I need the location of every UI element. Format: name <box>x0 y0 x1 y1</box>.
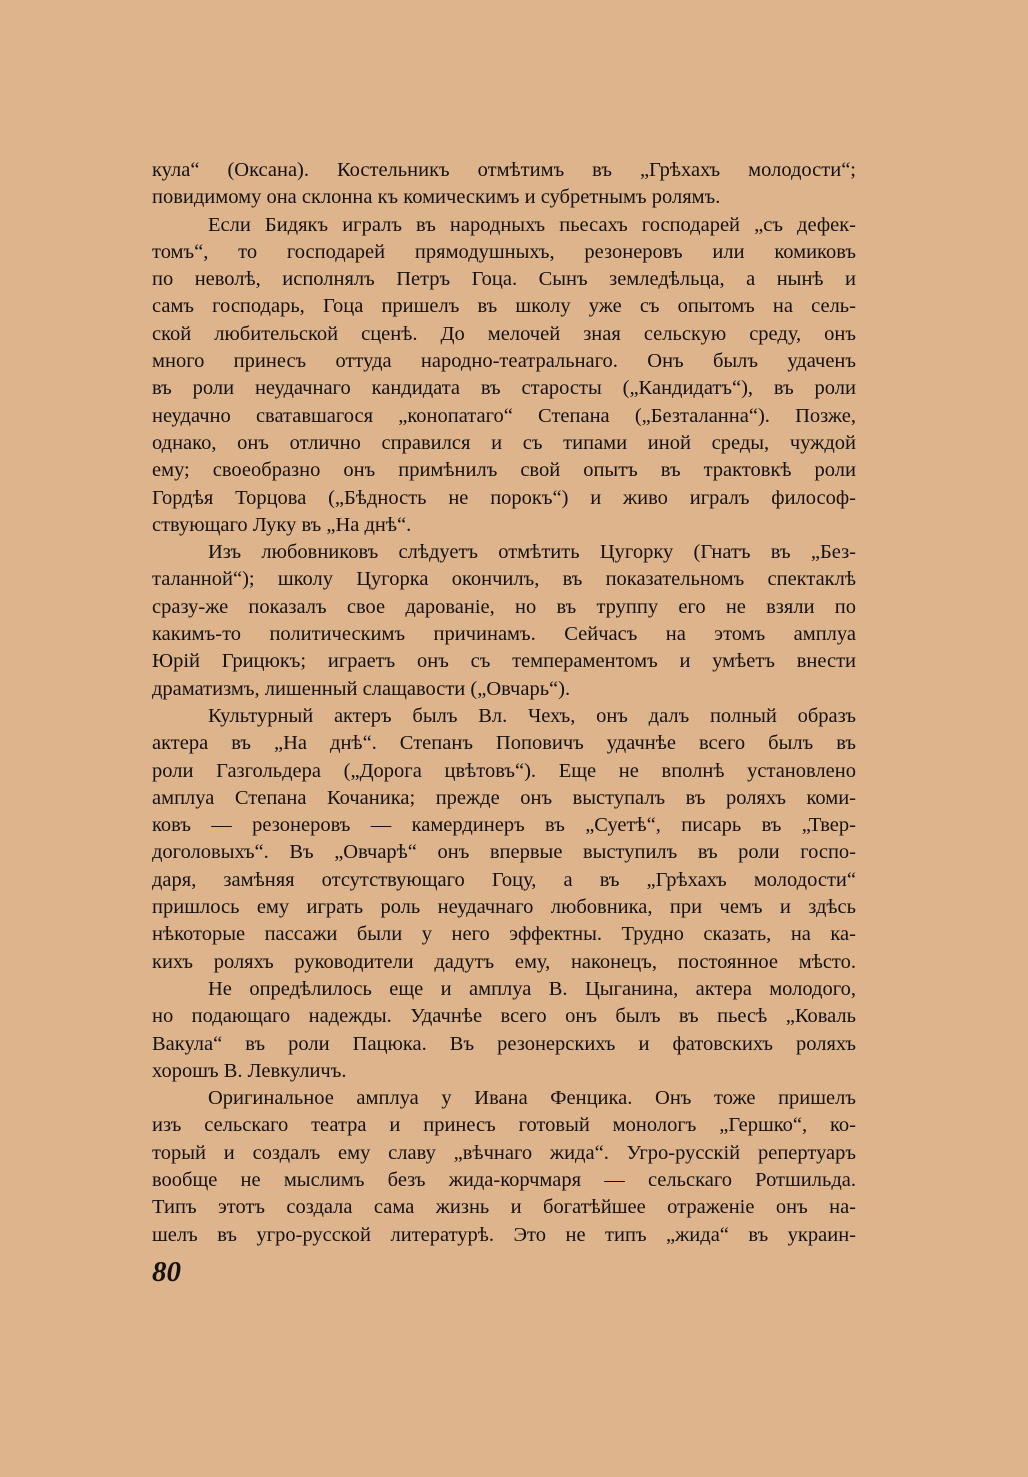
text-line: ствующаго Луку въ „На днѣ“. <box>152 513 412 536</box>
text-line: актера въ „На днѣ“. Степанъ Поповичъ удачнѣе всего былъ въ <box>152 732 856 755</box>
text-line: ему; своеобразно онъ примѣнилъ свой опытъ въ трактовкѣ роли <box>152 459 856 482</box>
text-line: амплуа Степана Кочаника; прежде онъ выступалъ въ роляхъ коми- <box>152 786 856 809</box>
text-line: Оригинальное амплуа у Ивана Фенцика. Онъ тоже пришелъ <box>208 1087 856 1110</box>
text-line: шелъ въ угро-русской литературѣ. Это не типъ „жида“ въ украин- <box>152 1223 856 1246</box>
page-number: 80 <box>152 1256 181 1288</box>
text-line: Типъ этотъ создала сама жизнь и богатѣйшее отраженіе онъ на- <box>152 1196 856 1219</box>
text-line: томъ“, то господарей прямодушныхъ, резонеровъ или комиковъ <box>152 240 856 263</box>
text-line: драматизмъ, лишенный слащавости („Овчарь“). <box>152 677 571 700</box>
text-line: хорошъ В. Левкуличъ. <box>152 1059 347 1082</box>
text-line: Юрій Грицюкъ; играетъ онъ съ темпераментомъ и умѣетъ внести <box>152 650 856 673</box>
text-line: но подающаго надежды. Удачнѣе всего онъ былъ въ пьесѣ „Коваль <box>152 1005 856 1028</box>
text-line: нѣкоторые пассажи были у него эффектны. Трудно сказать, на ка- <box>152 923 856 946</box>
text-line: неудачно сватавшагося „конопатаго“ Степана („Безталанна“). Позже, <box>152 404 856 427</box>
text-line: кихъ роляхъ руководители дадутъ ему, наконецъ, постоянное мѣсто. <box>152 950 856 973</box>
text-line: Изъ любовниковъ слѣдуетъ отмѣтить Цугорку (Гнатъ въ „Без- <box>208 541 856 564</box>
text-line: кула“ (Оксана). Костельникъ отмѣтимъ въ „Грѣхахъ молодости“; <box>152 159 856 181</box>
body-text <box>152 157 856 1249</box>
text-line: повидимому она склонна къ комическимъ и субретнымъ ролямъ. <box>152 186 721 209</box>
text-line: въ роли неудачнаго кандидата въ старосты („Кандидатъ“), въ роли <box>152 377 856 400</box>
text-line: самъ господарь, Гоца пришелъ въ школу уже съ опытомъ на сель- <box>152 295 856 318</box>
text-line: торый и создалъ ему славу „вѣчнаго жида“. Угро-русскій репертуаръ <box>152 1141 856 1164</box>
text-line: Если Бидякъ игралъ въ народныхъ пьесахъ господарей „съ дефек- <box>208 213 856 236</box>
text-line: изъ сельскаго театра и принесъ готовый монологъ „Гершко“, ко- <box>152 1114 856 1137</box>
text-line: Не опредѣлилось еще и амплуа В. Цыганина, актера молодого, <box>208 977 856 1000</box>
text-line: какимъ-то политическимъ причинамъ. Сейчасъ на этомъ амплуа <box>152 623 856 646</box>
text-line: даря, замѣняя отсутствующаго Гоцу, а въ „Грѣхахъ молодости“ <box>152 868 856 891</box>
text-line: пришлось ему играть роль неудачнаго любовника, при чемъ и здѣсь <box>152 896 856 919</box>
text-line: сразу-же показалъ свое дарованіе, но въ труппу его не взяли по <box>152 595 856 618</box>
text-line: Культурный актеръ былъ Вл. Чехъ, онъ далъ полный образъ <box>208 704 856 727</box>
text-line: Гордѣя Торцова („Бѣдность не порокъ“) и живо игралъ философ- <box>152 486 856 509</box>
text-line: однако, онъ отлично справился и съ типами иной среды, чуждой <box>152 431 856 454</box>
text-line: роли Газгольдера („Дорога цвѣтовъ“). Еще не вполнѣ установлено <box>152 759 856 782</box>
text-line: таланной“); школу Цугорка окончилъ, въ показательномъ спектаклѣ <box>152 568 856 591</box>
text-line: много принесъ оттуда народно-театральнаго. Онъ былъ удаченъ <box>152 350 856 373</box>
text-line: ской любительской сценѣ. До мелочей зная сельскую среду, онъ <box>152 322 856 345</box>
text-line: Вакула“ въ роли Пацюка. Въ резонерскихъ и фатовскихъ роляхъ <box>152 1032 856 1055</box>
text-line: вообще не мыслимъ безъ жида-корчмаря — сельскаго Ротшильда. <box>152 1168 856 1191</box>
text-line: по неволѣ, исполнялъ Петръ Гоца. Сынъ земледѣльца, а нынѣ и <box>152 268 856 291</box>
text-line: доголовыхъ“. Въ „Овчарѣ“ онъ впервые выступилъ въ роли госпо- <box>152 841 856 864</box>
text-line: ковъ — резонеровъ — камердинеръ въ „Суетѣ“, писарь въ „Твер- <box>152 814 856 837</box>
